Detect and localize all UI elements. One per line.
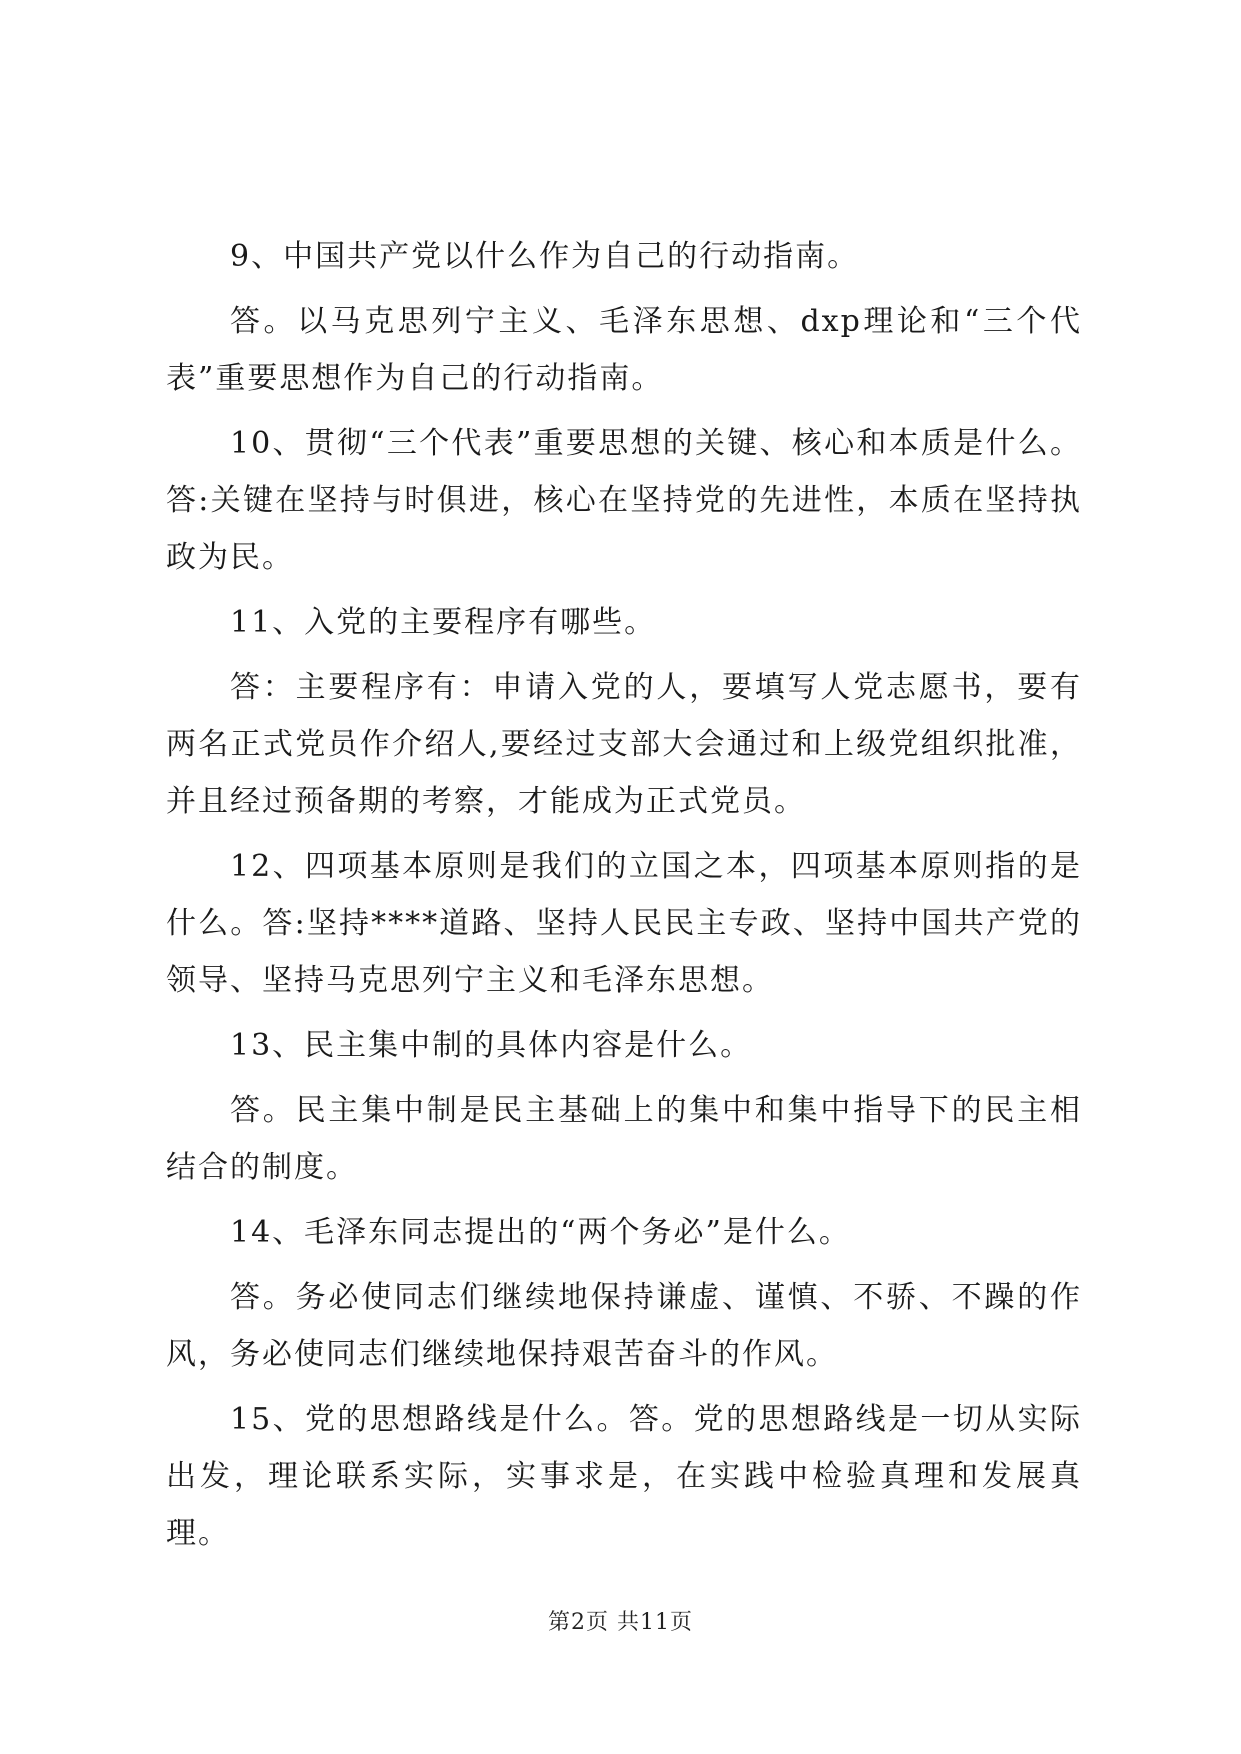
- paragraph-q9: 9、中国共产党以什么作为自己的行动指南。: [230, 239, 860, 274]
- page-number-label: 第2页 共11页: [548, 1610, 693, 1635]
- paragraph-a9: 答。以马克思列宁主义、毛泽东思想、dxp理论和“三个代表”重要思想作为自己的行动指南。: [166, 304, 1082, 396]
- paragraph-q10: 10、贯彻“三个代表”重要思想的关键、核心和本质是什么。答:关键在坚持与时俱进，核心在坚持党的先进性，本质在坚持执政为民。: [166, 426, 1082, 575]
- paragraph-q13: 13、民主集中制的具体内容是什么。: [230, 1028, 753, 1063]
- paragraph-q15: 15、党的思想路线是什么。答。党的思想路线是一切从实际出发，理论联系实际，实事求是，在实践中检验真理和发展真理。: [166, 1402, 1082, 1551]
- paragraph-a13: 答。民主集中制是民主基础上的集中和集中指导下的民主相结合的制度。: [166, 1093, 1082, 1185]
- paragraph-q11: 11、入党的主要程序有哪些。: [230, 605, 657, 640]
- paragraph-a11: 答：主要程序有：申请入党的人，要填写人党志愿书，要有两名正式党员作介绍人,要经过支部大会通过和上级党组织批准，并且经过预备期的考察，才能成为正式党员。: [166, 670, 1082, 819]
- page-footer: [0, 1605, 1241, 1636]
- paragraph-a14: 答。务必使同志们继续地保持谦虚、谨慎、不骄、不躁的作风，务必使同志们继续地保持艰苦奋斗的作风。: [166, 1280, 1082, 1372]
- paragraph-q12: 12、四项基本原则是我们的立国之本，四项基本原则指的是什么。答:坚持****道路、坚持人民民主专政、坚持中国共产党的领导、坚持马克思列宁主义和毛泽东思想。: [166, 849, 1082, 998]
- document-body: [166, 228, 1082, 1562]
- paragraph-q14: 14、毛泽东同志提出的“两个务必”是什么。: [230, 1215, 851, 1250]
